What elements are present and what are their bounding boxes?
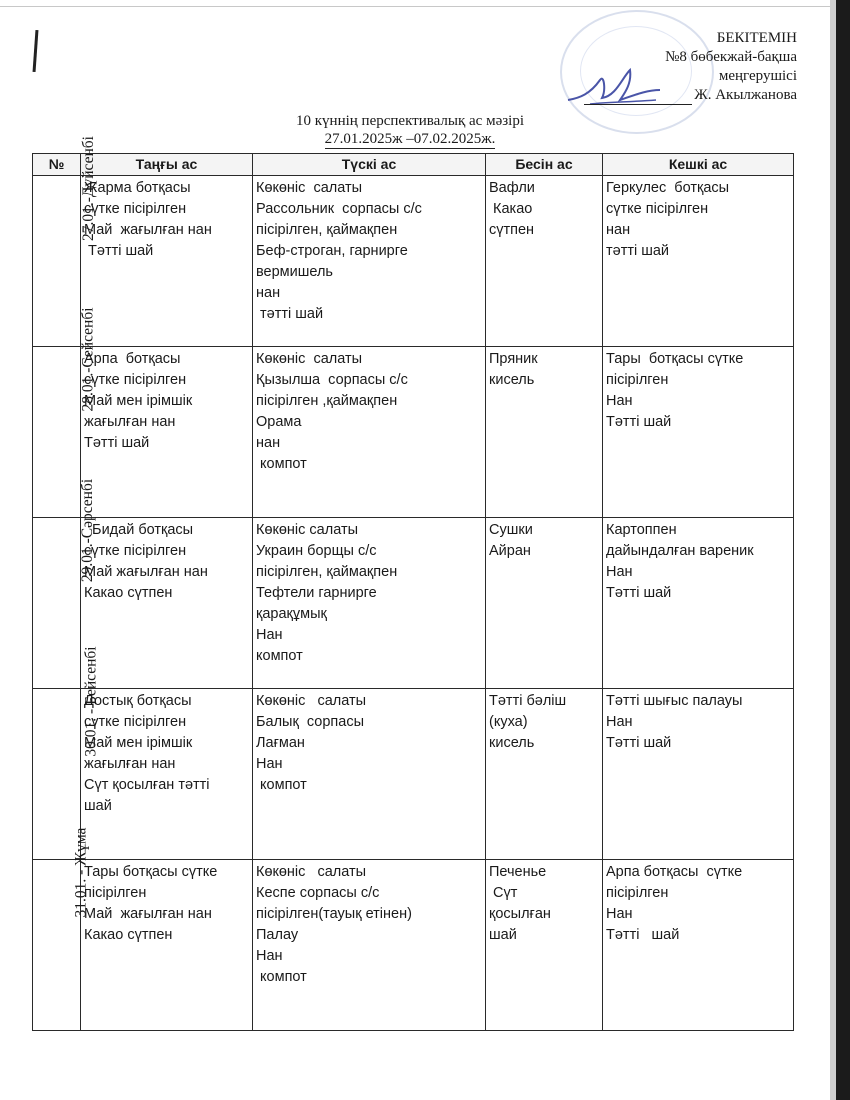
snack-cell	[486, 347, 603, 518]
lunch-item: Қызылша сорпасы с/с	[256, 372, 408, 388]
breakfast-item: Сүт қосылған тәтті	[84, 777, 210, 793]
header-lunch: Түскі ас	[253, 154, 486, 176]
breakfast-item: Май жағылған нан	[84, 564, 208, 580]
lunch-item: пісірілген(тауық етінен)	[256, 906, 412, 922]
approval-title: БЕКІТЕМІН	[716, 30, 797, 46]
lunch-item: нан	[256, 285, 281, 301]
dinner-item: сүтке пісірілген	[606, 201, 709, 217]
snack-item: кисель	[489, 735, 535, 751]
dinner-cell	[603, 518, 794, 689]
dinner-item: Тәтті шай	[606, 414, 672, 430]
lunch-item: компот	[256, 648, 303, 664]
breakfast-item: Какао сүтпен	[84, 927, 173, 943]
dinner-item: Тәтті шай	[606, 927, 680, 943]
document-title-block	[240, 112, 580, 149]
snack-item: кисель	[489, 372, 535, 388]
header-snack: Бесін ас	[486, 154, 603, 176]
lunch-item: қарақұмық	[256, 606, 327, 622]
lunch-cell	[253, 176, 486, 347]
dinner-item: Нан	[606, 906, 633, 922]
header-breakfast: Таңғы ас	[81, 154, 253, 176]
day-label: 29.01.-Сәрсенбі	[79, 478, 97, 583]
approval-org: №8 бөбекжай-бақша	[665, 49, 797, 65]
lunch-item: компот	[256, 969, 307, 985]
dinner-item: тәтті шай	[606, 243, 670, 259]
lunch-item: пісірілген, қаймақпен	[256, 222, 398, 238]
dinner-cell	[603, 689, 794, 860]
breakfast-item: Тәтті шай	[84, 243, 154, 259]
breakfast-item: шай	[84, 798, 112, 814]
document-dates: 27.01.2025ж –07.02.2025ж.	[324, 131, 496, 147]
header-number: №	[33, 154, 81, 176]
breakfast-item: Май жағылған нан	[84, 906, 212, 922]
dinner-cell	[603, 347, 794, 518]
breakfast-cell	[81, 689, 253, 860]
dinner-item: дайындалған вареник	[606, 543, 754, 559]
breakfast-item: жағылған нан	[84, 756, 176, 772]
snack-item: Сушки	[489, 522, 533, 538]
breakfast-item: Май мен ірімшік	[84, 735, 193, 751]
breakfast-item: сүтке пісірілген	[84, 714, 187, 730]
snack-item: сүтпен	[489, 222, 535, 238]
document-title: 10 күннің перспективалық ас мәзірі	[296, 113, 524, 129]
lunch-item: компот	[256, 456, 307, 472]
lunch-item: Нан	[256, 756, 283, 772]
dinner-item: Нан	[606, 714, 633, 730]
dinner-cell	[603, 176, 794, 347]
snack-item: қосылған	[489, 906, 551, 922]
breakfast-item: Какао сүтпен	[84, 585, 173, 601]
breakfast-item: пісірілген	[84, 885, 147, 901]
lunch-cell	[253, 347, 486, 518]
lunch-item: вермишель	[256, 264, 333, 280]
dinner-item: Тәтті шай	[606, 585, 672, 601]
dinner-item: Нан	[606, 393, 633, 409]
breakfast-item: Бидай ботқасы	[84, 522, 194, 538]
snack-item: шай	[489, 927, 517, 943]
breakfast-item: сүтке пісірілген	[84, 543, 187, 559]
day-cell	[33, 827, 90, 1031]
lunch-item: тәтті шай	[256, 306, 324, 322]
breakfast-cell	[81, 347, 253, 518]
dinner-item: Тары ботқасы сүтке	[606, 351, 744, 367]
snack-cell	[486, 860, 603, 1031]
snack-cell	[486, 518, 603, 689]
dinner-cell	[603, 860, 794, 1031]
signature-line	[584, 90, 692, 105]
snack-item: Сүт	[489, 885, 518, 901]
snack-item: Какао	[489, 201, 533, 217]
lunch-item: Нан	[256, 627, 283, 643]
breakfast-item: Арпа ботқасы	[84, 351, 181, 367]
day-label: 31.01. - Жұма	[72, 827, 90, 918]
lunch-item: Палау	[256, 927, 299, 943]
lunch-cell	[253, 860, 486, 1031]
lunch-item: пісірілген, қаймақпен	[256, 564, 398, 580]
lunch-item: нан	[256, 435, 281, 451]
dinner-item: Картоппен	[606, 522, 677, 538]
day-cell	[33, 307, 97, 518]
dinner-item: Нан	[606, 564, 633, 580]
snack-item: (куха)	[489, 714, 528, 730]
breakfast-cell	[81, 860, 253, 1031]
lunch-item: Тефтели гарнирге	[256, 585, 377, 601]
breakfast-item: Достық ботқасы	[84, 693, 192, 709]
table-row	[33, 518, 794, 689]
table-row	[33, 860, 794, 1031]
lunch-cell	[253, 689, 486, 860]
dinner-item: Геркулес ботқасы	[606, 180, 730, 196]
lunch-item: Орама	[256, 414, 302, 430]
breakfast-item: сүтке пісірілген	[84, 201, 187, 217]
lunch-item: Лағман	[256, 735, 305, 751]
dinner-item: пісірілген	[606, 885, 669, 901]
breakfast-item: сүтке пісірілген	[84, 372, 187, 388]
lunch-item: пісірілген ,қаймақпен	[256, 393, 398, 409]
table-row	[33, 176, 794, 347]
lunch-item: Украин борщы с/с	[256, 543, 377, 559]
table-row	[33, 347, 794, 518]
dinner-item: Тәтті шай	[606, 735, 672, 751]
lunch-item: Балық сорпасы	[256, 714, 364, 730]
lunch-item: Көкөніс салаты	[256, 864, 367, 880]
breakfast-item: жағылған нан	[84, 414, 176, 430]
dinner-item: пісірілген	[606, 372, 669, 388]
dinner-item: Арпа ботқасы сүтке	[606, 864, 743, 880]
day-label: 28.01.-Сейсенбі	[79, 307, 97, 412]
breakfast-item: Май мен ірімшік	[84, 393, 193, 409]
lunch-item: Көкөніс салаты	[256, 693, 367, 709]
header-row	[33, 154, 794, 176]
lunch-item: Көкөніс салаты	[256, 522, 359, 538]
lunch-item: Рассольник сорпасы с/с	[256, 201, 422, 217]
snack-item: Печенье	[489, 864, 547, 880]
snack-item: Вафли	[489, 180, 535, 196]
approval-position: меңгерушісі	[718, 68, 797, 84]
day-label: 30.01. - Бейсенбі	[82, 646, 100, 757]
snack-item: Тәтті бәліш	[489, 693, 567, 709]
breakfast-item: Жарма ботқасы	[84, 180, 191, 196]
snack-item: Пряник	[489, 351, 538, 367]
snack-cell	[486, 689, 603, 860]
dinner-item: нан	[606, 222, 631, 238]
lunch-item: Нан	[256, 948, 283, 964]
snack-item: Айран	[489, 543, 531, 559]
corner-mark	[33, 30, 39, 72]
day-cell	[33, 478, 97, 689]
breakfast-cell	[81, 176, 253, 347]
lunch-item: Көкөніс салаты	[256, 180, 363, 196]
snack-cell	[486, 176, 603, 347]
lunch-item: Көкөніс салаты	[256, 351, 363, 367]
breakfast-cell	[81, 518, 253, 689]
breakfast-item: Тәтті шай	[84, 435, 150, 451]
approval-name: Ж. Акылжанова	[694, 87, 797, 103]
breakfast-item: Тары ботқасы сүтке	[84, 864, 218, 880]
lunch-item: Беф-строган, гарнирге	[256, 243, 408, 259]
day-label: 27.01.-Дүйсенбі	[79, 136, 97, 241]
breakfast-item: Май жағылған нан	[84, 222, 212, 238]
lunch-item: компот	[256, 777, 307, 793]
table-row	[33, 689, 794, 860]
scan-edge	[836, 0, 850, 1100]
scan-top-line	[0, 6, 830, 7]
lunch-cell	[253, 518, 486, 689]
dinner-item: Тәтті шығыс палауы	[606, 693, 743, 709]
lunch-item: Кеспе сорпасы с/с	[256, 885, 380, 901]
header-dinner: Кешкі ас	[603, 154, 794, 176]
approval-block	[584, 29, 797, 105]
